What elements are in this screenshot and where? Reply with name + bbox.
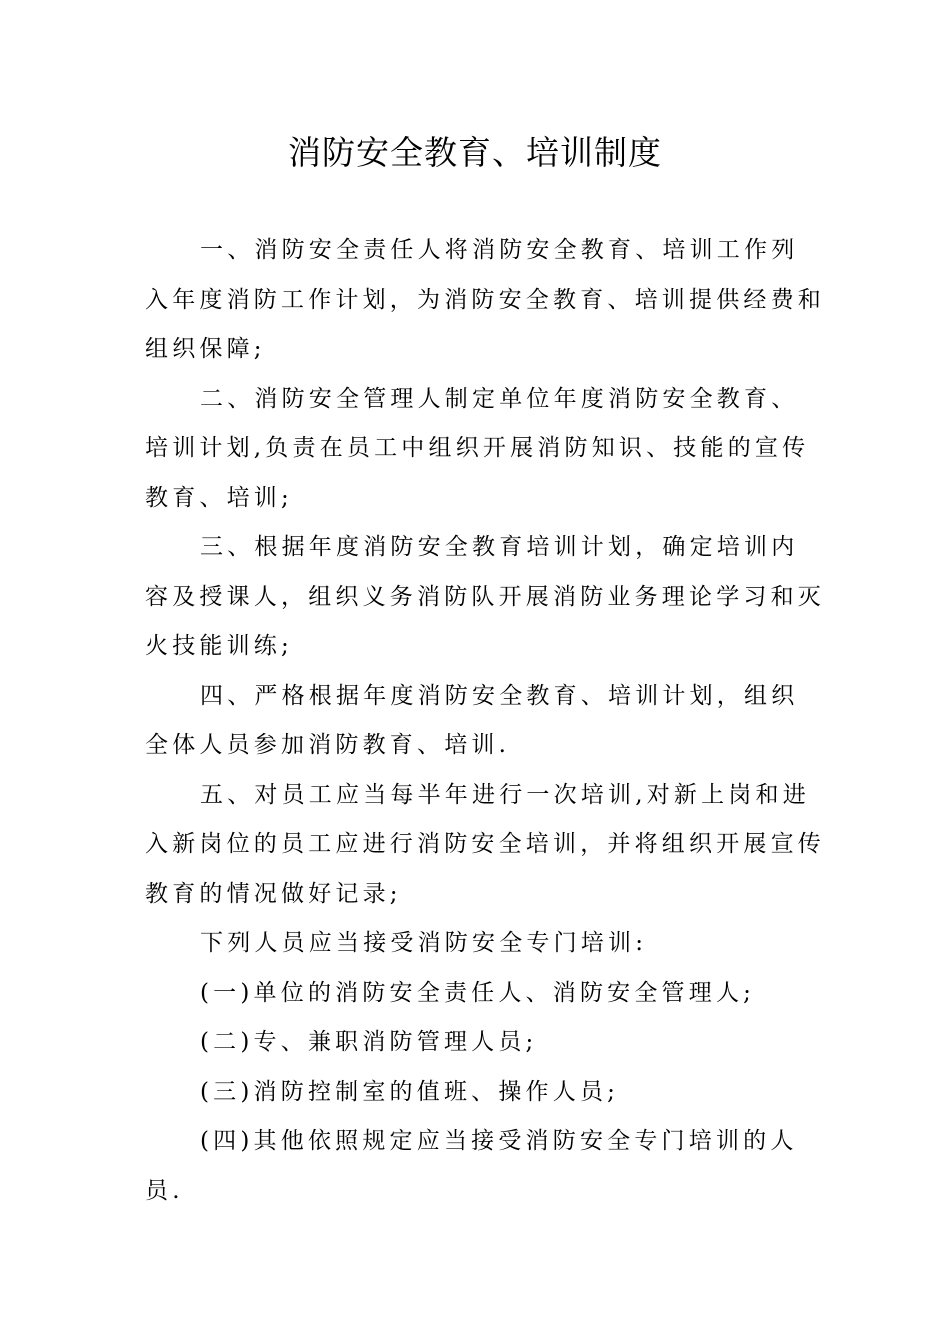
paragraph-4: 四、严格根据年度消防安全教育、培训计划，组织全体人员参加消防教育、培训.: [145, 682, 799, 758]
paragraph-1: 一、消防安全责任人将消防安全教育、培训工作列入年度消防工作计划，为消防安全教育、培训提供经费和组织保障;: [145, 237, 825, 362]
training-item-1: (一)单位的消防安全责任人、消防安全管理人;: [200, 979, 756, 1006]
training-item-4: (四)其他依照规定应当接受消防安全专门培训的人员.: [145, 1128, 798, 1204]
paragraph-3: 三、根据年度消防安全教育培训计划，确定培训内容及授课人，组织义务消防队开展消防业务理论学习和灭火技能训练;: [145, 534, 825, 659]
document-body: [145, 226, 825, 1216]
training-item-2: (二)专、兼职消防管理人员;: [200, 1029, 538, 1055]
document-title: 消防安全教育、培训制度: [288, 133, 662, 172]
training-intro: 下列人员应当接受消防安全专门培训:: [200, 930, 648, 956]
training-item-3: (三)消防控制室的值班、操作人员;: [200, 1078, 620, 1105]
paragraph-2: 二、消防安全管理人制定单位年度消防安全教育、培训计划,负责在员工中组织开展消防知识、技能的宣传教育、培训;: [145, 385, 810, 511]
paragraph-5: 五、对员工应当每半年进行一次培训,对新上岗和进入新岗位的员工应进行消防安全培训，并将组织开展宣传教育的情况做好记录;: [145, 781, 825, 907]
